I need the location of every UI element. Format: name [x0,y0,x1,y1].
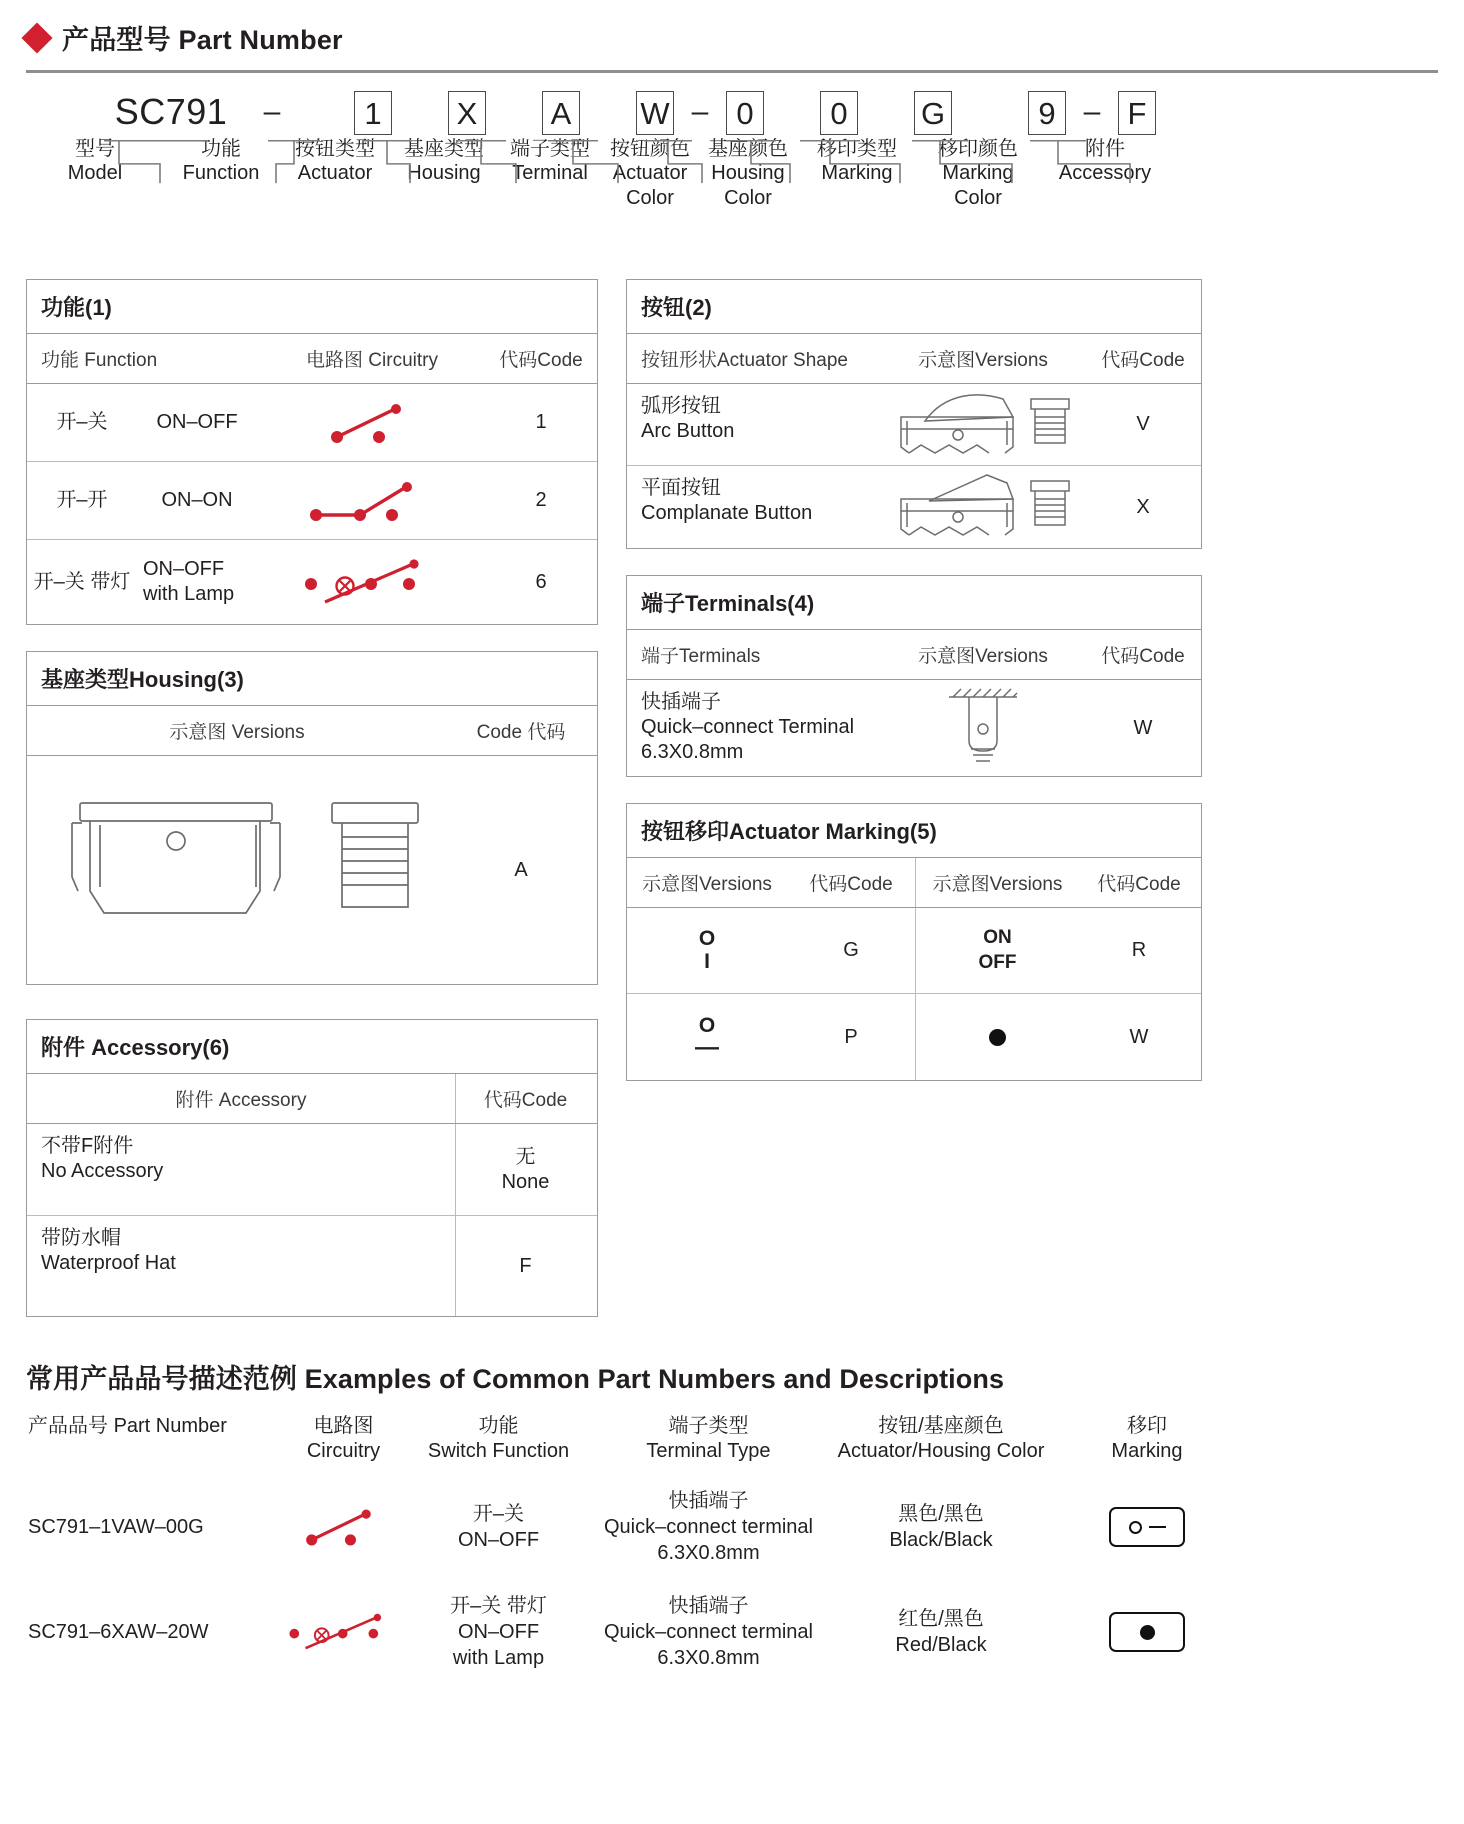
examples-row-1-fn-cn: 开–关 带灯 [450,1595,547,1617]
examples-row-0-color-cn: 黑色/黑色 [898,1503,984,1525]
examples-col-part-number-en: Part Number [113,1415,227,1437]
pn-label-housing-en: Housing [407,162,481,185]
housing-table-title: 基座类型Housing(3) [27,652,597,706]
examples-col-circuitry-cn: 电路图 [313,1415,374,1437]
pn-label-model-en: Model [67,162,123,185]
examples-row-0-fn-en: ON–OFF [457,1529,540,1551]
terminals-row-0-en2: 6.3X0.8mm [641,741,744,763]
examples-col-marking [1056,1410,1238,1468]
pn-label-function-cn: 功能 [201,138,241,160]
table-row [26,1586,1438,1678]
examples-col-terminal-en: Terminal Type [646,1440,771,1462]
actuator-row-0-cn: 弧形按钮 [641,395,721,417]
marking-glyph-i: I [704,949,710,973]
terminals-col-versions: 示意图Versions [918,646,1048,667]
terminal-diagram-quick-connect [879,680,1087,776]
marking-row-1-right-code: W [1129,1025,1149,1048]
function-row-0-cn: 开–关 [56,411,108,433]
pn-label-marking-color-en: Marking [942,162,1014,185]
table-row [27,540,597,624]
accessory-row-0-en: No Accessory [41,1160,164,1182]
leader-lines [0,135,1464,187]
terminals-row-0-cn: 快插端子 [641,691,721,713]
right-column [626,279,1202,1317]
marking-row-0-left-code: G [843,939,859,961]
actuator-row-1-label [627,466,879,548]
function-row-2-en2: with Lamp [143,583,235,605]
examples-col-color [826,1410,1056,1468]
examples-row-0-marking [1056,1503,1238,1551]
pn-label-terminal-en: Terminal [512,162,588,185]
function-row-2-en-group [137,540,257,624]
actuator-table [626,279,1202,549]
examples-section [0,1357,1464,1678]
actuator-row-0-label [627,384,879,465]
actuator-row-1-code: X [1136,495,1150,518]
examples-title [26,1357,1438,1396]
terminals-row-0-label [627,680,879,776]
examples-row-1-part-number: SC791–6XAW–20W [28,1621,209,1643]
table-row [26,1484,1438,1570]
examples-col-function-cn: 功能 [478,1415,519,1437]
examples-title-cn: 常用产品品号描述范例 [26,1364,297,1394]
marking-glyph-o-bar [627,994,787,1080]
table-row [27,462,597,540]
marking-table-header [627,858,1201,908]
accessory-row-0-code-en: None [501,1170,550,1193]
table-row [27,1124,597,1216]
accessory-table [26,1019,598,1317]
spec-tables [0,279,1464,1317]
pn-token-housing: A [542,91,580,135]
examples-col-function [406,1410,591,1468]
examples-row-1-term-en: Quick–connect terminal [604,1621,813,1643]
accessory-row-0-label [27,1124,455,1215]
accessory-table-header [27,1074,597,1124]
housing-col-code: Code 代码 [476,722,566,743]
examples-row-1-terminal [591,1589,826,1675]
pn-label-housing-color-en: Housing [711,162,785,185]
pn-label-actuator-color-en: Actuator [612,162,688,185]
actuator-table-header [627,334,1201,384]
housing-table-header [27,706,597,756]
marking-glyph-o-i [627,908,787,993]
function-col-circuitry: 电路图 Circuitry [306,350,438,371]
marking-glyph-on: ON [983,926,1012,948]
pn-token-accessory: F [1118,91,1156,135]
actuator-table-title: 按钮(2) [627,280,1201,334]
pn-label-terminal-cn: 端子类型 [510,138,590,160]
examples-col-color-cn: 按钮/基座颜色 [878,1415,1004,1437]
housing-col-versions: 示意图 Versions [169,722,305,743]
actuator-diagram-arc [879,384,1087,465]
terminals-table-title: 端子Terminals(4) [627,576,1201,630]
examples-col-circuitry-en: Circuitry [306,1440,381,1462]
marking-col-versions-left: 示意图Versions [642,874,772,895]
examples-row-0-part-number: SC791–1VAW–00G [28,1516,204,1538]
marking-glyph-dot [915,994,1079,1080]
examples-col-marking-en: Marking [1111,1440,1183,1462]
examples-row-0-function [406,1497,591,1557]
marking-glyph-off: OFF [978,951,1017,973]
actuator-col-versions: 示意图Versions [918,350,1048,371]
pn-label-housing-color-en2: Color [724,186,772,209]
accessory-row-0-cn: 不带F附件 [41,1135,134,1157]
accessory-col-code: 代码Code [455,1074,595,1123]
circuitry-diagram-on-on [257,462,487,539]
examples-col-part-number-cn: 产品品号 [28,1415,108,1437]
examples-col-color-en: Actuator/Housing Color [837,1440,1045,1462]
marking-bar-icon [1149,1526,1166,1529]
diamond-bullet-icon [21,22,52,53]
table-row [627,466,1201,548]
terminals-table-header [627,630,1201,680]
function-table [26,279,598,625]
table-row [27,384,597,462]
examples-row-1-marking [1056,1608,1238,1656]
marking-badge-dot [1109,1612,1185,1652]
examples-row-0-color [826,1497,1056,1557]
page-title-en: Part Number [178,25,343,55]
function-table-title: 功能(1) [27,280,597,334]
page-header [0,0,1464,73]
function-row-2-en: ON–OFF [143,558,225,580]
function-col-function: 功能 Function [41,350,158,371]
pn-label-actuator-color-en2: Color [626,186,674,209]
terminals-col-terminals: 端子Terminals [641,646,761,667]
marking-glyph-o-2: O [698,1014,716,1038]
actuator-col-code: 代码Code [1101,350,1185,371]
marking-badge-o-bar [1109,1507,1185,1547]
table-row [27,1216,597,1316]
pn-token-marking: G [914,91,952,135]
accessory-row-1-en: Waterproof Hat [41,1252,176,1274]
table-row [627,680,1201,776]
examples-col-terminal-cn: 端子类型 [668,1415,749,1437]
table-row [627,994,1201,1080]
table-row [627,908,1201,994]
examples-row-1-term-cn: 快插端子 [668,1595,749,1617]
pn-label-function-en: Function [182,162,260,185]
marking-dot-icon [1140,1625,1155,1640]
actuator-row-0-en: Arc Button [641,420,735,442]
examples-row-1-function [406,1589,591,1675]
function-row-2-cn: 开–关 带灯 [33,570,131,593]
pn-label-actuator-cn: 按钮类型 [295,138,375,160]
actuator-row-0-code: V [1136,413,1150,435]
marking-table [626,803,1202,1081]
examples-title-en: Examples of Common Part Numbers and Descriptions [304,1364,1005,1394]
terminals-row-0-en: Quick–connect Terminal [641,716,855,738]
examples-table [26,1410,1438,1678]
pn-token-dash-1: – [263,95,281,128]
marking-glyph-on-off [915,908,1079,993]
pn-token-actuator: X [448,91,486,135]
part-number-tokens [0,83,1464,135]
housing-table [26,651,598,985]
examples-col-terminal [591,1410,826,1468]
pn-label-housing-cn: 基座类型 [404,138,484,160]
accessory-row-0-code [455,1124,595,1215]
housing-diagram [27,756,447,984]
accessory-row-0-code-cn: 无 [515,1145,536,1168]
table-row [27,756,597,984]
examples-row-0-circuitry [281,1499,406,1555]
terminals-col-code: 代码Code [1101,646,1185,667]
left-column [26,279,598,1317]
circuitry-diagram-on-off-lamp [257,540,487,624]
marking-glyph-o: O [698,927,716,951]
marking-row-0-right-code: R [1131,939,1147,961]
actuator-col-shape: 按钮形状Actuator Shape [641,350,848,371]
circuitry-diagram-on-off [257,384,487,461]
pn-label-housing-color-cn: 基座颜色 [708,138,788,160]
pn-label-accessory-en: Accessory [1058,162,1152,185]
pn-label-actuator-en: Actuator [297,162,373,185]
pn-token-model: SC791 [114,91,228,132]
page-title-cn: 产品型号 [62,25,171,55]
marking-glyph-bar: — [695,1034,719,1062]
page-title [62,18,343,57]
function-row-1-code: 2 [535,489,547,511]
function-row-1-cn: 开–开 [56,489,108,511]
pn-token-terminal: W [636,91,674,135]
header-row [26,18,1438,57]
pn-token-function: 1 [354,91,392,135]
marking-col-versions-right: 示意图Versions [915,858,1079,907]
examples-col-marking-cn: 移印 [1127,1415,1167,1437]
actuator-row-1-en: Complanate Button [641,502,813,524]
pn-label-marking-en: Marking [821,162,893,185]
pn-label-accessory-cn: 附件 [1085,138,1125,160]
examples-col-circuitry [281,1410,406,1468]
terminals-table [626,575,1202,777]
examples-col-function-en: Switch Function [427,1440,570,1462]
examples-row-1-circuitry [281,1602,406,1662]
pn-token-actuator-color: 0 [726,91,764,135]
pn-label-actuator-color-cn: 按钮颜色 [610,138,690,160]
marking-col-code-left: 代码Code [809,874,893,895]
examples-row-1-fn-en2: with Lamp [452,1647,545,1669]
pn-token-dash-2: – [691,95,709,128]
examples-table-header [26,1410,1438,1468]
part-number-breakdown [0,83,1464,273]
function-row-1-en: ON–ON [161,489,233,511]
pn-token-housing-color: 0 [820,91,858,135]
actuator-diagram-flat [879,466,1087,548]
examples-col-part-number [26,1410,281,1468]
marking-row-1-left-code: P [844,1025,858,1048]
examples-row-1-fn-en: ON–OFF [457,1621,540,1643]
examples-row-0-term-en: Quick–connect terminal [604,1516,813,1538]
pn-label-marking-cn: 移印类型 [817,138,897,160]
housing-row-code: A [514,858,528,881]
accessory-table-title: 附件 Accessory(6) [27,1020,597,1074]
examples-row-1-color-en: Red/Black [895,1634,987,1656]
function-row-0-en: ON–OFF [156,411,238,433]
examples-row-0-term-en2: 6.3X0.8mm [657,1542,760,1564]
pn-token-marking-color: 9 [1028,91,1066,135]
examples-row-1-color-cn: 红色/黑色 [898,1608,984,1630]
pn-label-marking-color-cn: 移印颜色 [938,138,1018,160]
pn-token-dash-3: – [1083,95,1101,128]
accessory-row-1-code: F [455,1216,595,1316]
terminals-row-0-code: W [1133,716,1153,739]
marking-circle-icon [1129,1521,1142,1534]
function-table-header [27,334,597,384]
function-row-2-code: 6 [535,570,547,593]
table-row [627,384,1201,466]
marking-col-code-right: 代码Code [1097,874,1181,895]
function-row-0-code: 1 [535,411,547,433]
accessory-row-1-label [27,1216,455,1316]
function-col-code: 代码Code [499,350,583,371]
examples-row-1-term-en2: 6.3X0.8mm [657,1647,760,1669]
accessory-col-accessory: 附件 Accessory [175,1090,307,1111]
marking-table-title: 按钮移印Actuator Marking(5) [627,804,1201,858]
accessory-row-1-cn: 带防水帽 [41,1227,121,1249]
header-divider [26,70,1438,73]
examples-row-0-terminal [591,1484,826,1570]
examples-row-0-fn-cn: 开–关 [472,1503,525,1525]
examples-row-0-term-cn: 快插端子 [668,1490,749,1512]
pn-label-marking-color-en2: Color [954,186,1002,209]
actuator-row-1-cn: 平面按钮 [641,477,721,499]
pn-label-model-cn: 型号 [75,138,115,160]
examples-row-1-color [826,1602,1056,1662]
examples-row-0-color-en: Black/Black [889,1529,993,1551]
filled-dot-icon [989,1029,1006,1046]
